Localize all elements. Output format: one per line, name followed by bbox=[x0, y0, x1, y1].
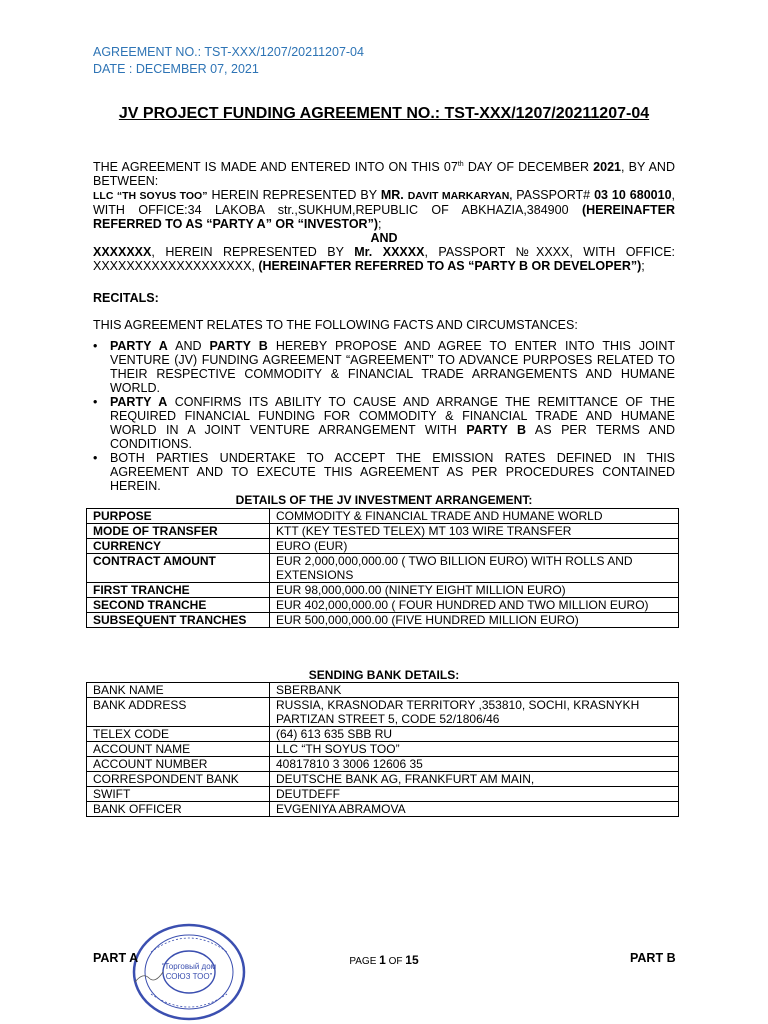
table-cell-value: SBERBANK bbox=[270, 683, 679, 698]
party-a-paragraph: LLC “TH SOYUS TOO” HEREIN REPRESENTED BY MR. DAVIT MARKARYAN, PASSPORT# 03 10 680010, WITH OFFICE:34 LAKOBA str.,SUKHUM,REPUBLIC OF ABKHAZIA,384900 (HEREINAFTER REFERRED TO AS “PARTY A” OR “INVESTOR”); bbox=[93, 188, 676, 232]
list-item: • BOTH PARTIES UNDERTAKE TO ACCEPT THE EMISSION RATES DEFINED IN THIS AGREEMENT AND TO EXECUTE THIS AGREEMENT AS PER PROCEDURES CONTAINED HEREIN. bbox=[93, 451, 675, 493]
table-row bbox=[87, 757, 679, 772]
seal-text-line1: “Торговый дом bbox=[161, 962, 217, 971]
table-cell-value: 40817810 3 3006 12606 35 bbox=[270, 757, 679, 772]
document-title: JV PROJECT FUNDING AGREEMENT NO.: TST-XXX/1207/20211207-04 bbox=[118, 105, 650, 122]
header-agreement-no: AGREEMENT NO.: TST-XXX/1207/20211207-04 bbox=[93, 45, 364, 59]
page-number: PAGE 1 OF 15 bbox=[349, 953, 419, 967]
table-row bbox=[87, 583, 679, 598]
list-item: • PARTY A CONFIRMS ITS ABILITY TO CAUSE AND ARRANGE THE REMITTANCE OF THE REQUIRED FINANCIAL FUNDING FOR COMMODITY & FINANCIAL TRADE AND HUMANE WORLD IN A JOINT VENTURE ARRANGEMENT WITH PARTY B AS PER TERMS AND CONDITIONS. bbox=[93, 395, 675, 451]
table-cell-label: CORRESPONDENT BANK bbox=[87, 772, 270, 787]
table-cell-label: BANK OFFICER bbox=[87, 802, 270, 817]
table-row bbox=[87, 727, 679, 742]
table-cell-label: PURPOSE bbox=[87, 509, 270, 524]
table-cell-value: EUR 2,000,000,000.00 ( TWO BILLION EURO) WITH ROLLS AND EXTENSIONS bbox=[270, 554, 679, 583]
table-cell-value: RUSSIA, KRASNODAR TERRITORY ,353810, SOCHI, KRASNYKH PARTIZAN STREET 5, CODE 52/1806/46 bbox=[270, 698, 679, 727]
party-b-paragraph: XXXXXXX, HEREIN REPRESENTED BY Mr. XXXXX, PASSPORT №XXXX, WITH OFFICE: XXXXXXXXXXXXXXXXXXX, (HEREINAFTER REFERRED TO AS “PARTY B OR DEVELOPER”); bbox=[93, 245, 676, 274]
jv-details-table bbox=[86, 508, 679, 628]
table-cell-label: ACCOUNT NUMBER bbox=[87, 757, 270, 772]
table-cell-value: EUR 98,000,000.00 (NINETY EIGHT MILLION EURO) bbox=[270, 583, 679, 598]
intro-paragraph: THE AGREEMENT IS MADE AND ENTERED INTO ON THIS 07th DAY OF DECEMBER 2021, BY AND BETWEEN: bbox=[93, 160, 675, 189]
parties-section bbox=[93, 158, 675, 273]
table-cell-label: SWIFT bbox=[87, 787, 270, 802]
table-cell-value: EURO (EUR) bbox=[270, 539, 679, 554]
table-cell-label: TELEX CODE bbox=[87, 727, 270, 742]
table-row bbox=[87, 683, 679, 698]
table-row bbox=[87, 802, 679, 817]
table-row bbox=[87, 772, 679, 787]
table-cell-value: DEUTSCHE BANK AG, FRANKFURT AM MAIN, bbox=[270, 772, 679, 787]
table-row bbox=[87, 787, 679, 802]
table-row bbox=[87, 539, 679, 554]
table-row bbox=[87, 554, 679, 583]
table-cell-value: KTT (KEY TESTED TELEX) MT 103 WIRE TRANSFER bbox=[270, 524, 679, 539]
table-cell-label: FIRST TRANCHE bbox=[87, 583, 270, 598]
table-row bbox=[87, 698, 679, 727]
seal-text-line2: СОЮЗ ТОО” bbox=[165, 972, 213, 981]
document-header bbox=[93, 44, 364, 78]
table-cell-value: DEUTDEFF bbox=[270, 787, 679, 802]
table-cell-value: EUR 500,000,000.00 (FIVE HUNDRED MILLION EURO) bbox=[270, 613, 679, 628]
header-date: DATE : DECEMBER 07, 2021 bbox=[93, 62, 259, 76]
table-cell-value: EUR 402,000,000.00 ( FOUR HUNDRED AND TWO MILLION EURO) bbox=[270, 598, 679, 613]
company-seal-icon bbox=[131, 922, 247, 1022]
bank-details-table bbox=[86, 682, 679, 817]
table-row bbox=[87, 613, 679, 628]
recitals-heading: RECITALS: bbox=[93, 291, 159, 305]
recitals-list bbox=[93, 339, 675, 493]
table-cell-label: BANK ADDRESS bbox=[87, 698, 270, 727]
table-row bbox=[87, 509, 679, 524]
table-cell-label: BANK NAME bbox=[87, 683, 270, 698]
table-cell-value: (64) 613 635 SBB RU bbox=[270, 727, 679, 742]
footer-part-a: PART A bbox=[93, 951, 139, 965]
table-cell-value: LLC “TH SOYUS TOO” bbox=[270, 742, 679, 757]
table-cell-label: ACCOUNT NAME bbox=[87, 742, 270, 757]
table-cell-value: EVGENIYA ABRAMOVA bbox=[270, 802, 679, 817]
and-separator: AND bbox=[370, 231, 398, 246]
recitals-list-wrapper bbox=[93, 339, 675, 493]
recitals-intro: THIS AGREEMENT RELATES TO THE FOLLOWING FACTS AND CIRCUMSTANCES: bbox=[93, 318, 578, 332]
jv-table-caption: DETAILS OF THE JV INVESTMENT ARRANGEMENT: bbox=[235, 493, 533, 507]
footer-part-b: PART B bbox=[630, 951, 676, 965]
table-cell-label: MODE OF TRANSFER bbox=[87, 524, 270, 539]
table-cell-label: CONTRACT AMOUNT bbox=[87, 554, 270, 583]
table-cell-label: CURRENCY bbox=[87, 539, 270, 554]
table-cell-label: SUBSEQUENT TRANCHES bbox=[87, 613, 270, 628]
table-row bbox=[87, 524, 679, 539]
signature-icon bbox=[135, 972, 163, 982]
list-item: • PARTY A AND PARTY B HEREBY PROPOSE AND AGREE TO ENTER INTO THIS JOINT VENTURE (JV) FUNDING AGREEMENT “AGREEMENT” TO ADVANCE PURPOSES RELATED TO THEIR RESPECTIVE COMMODITY & FINANCIAL TRADE ARRANGEMENTS AND HUMANE WORLD. bbox=[93, 339, 675, 395]
table-row bbox=[87, 598, 679, 613]
table-cell-label: SECOND TRANCHE bbox=[87, 598, 270, 613]
bank-table-caption: SENDING BANK DETAILS: bbox=[308, 668, 460, 682]
table-cell-value: COMMODITY & FINANCIAL TRADE AND HUMANE WORLD bbox=[270, 509, 679, 524]
table-row bbox=[87, 742, 679, 757]
